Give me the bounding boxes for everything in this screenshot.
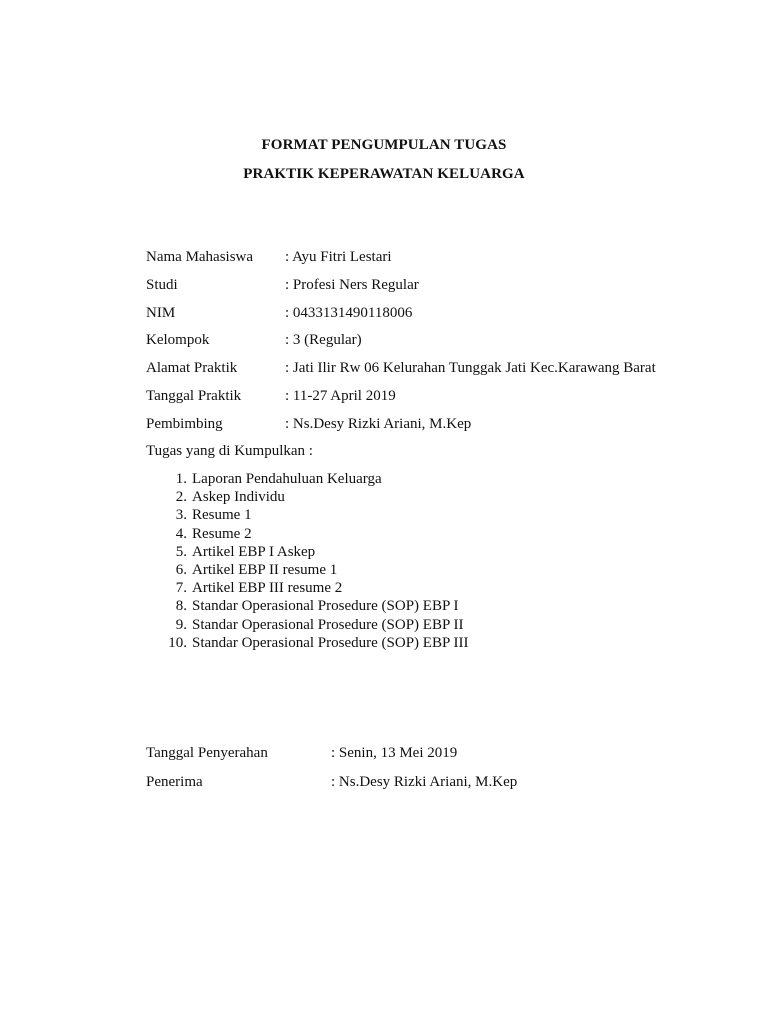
list-text: Standar Operasional Prosedure (SOP) EBP I xyxy=(192,598,459,615)
list-number: 2. xyxy=(175,489,187,506)
list-text: Resume 1 xyxy=(192,507,252,524)
field-label: Kelompok xyxy=(146,332,210,348)
list-number: 4. xyxy=(175,525,187,542)
field-value: : Senin, 13 Mei 2019 xyxy=(331,745,458,761)
field-value: : Jati Ilir Rw 06 Kelurahan Tunggak Jati Kec.Karawang Barat xyxy=(285,360,656,376)
field-value: : 0433131490118006 xyxy=(285,305,413,321)
list-text: Askep Individu xyxy=(192,489,285,506)
field-label: Studi xyxy=(146,277,178,293)
list-text: Standar Operasional Prosedure (SOP) EBP III xyxy=(192,634,469,651)
field-label: Nama Mahasiswa xyxy=(146,249,254,265)
field-label: Tanggal Praktik xyxy=(146,388,242,404)
list-text: Resume 2 xyxy=(192,525,252,542)
list-number: 8. xyxy=(175,598,187,615)
list-number: 10. xyxy=(168,634,187,651)
tasks-heading: Tugas yang di Kumpulkan : xyxy=(146,443,313,459)
field-value: : 11-27 April 2019 xyxy=(285,388,396,404)
field-label: Penerima xyxy=(146,774,203,790)
list-number: 7. xyxy=(175,580,187,597)
list-text: Artikel EBP III resume 2 xyxy=(192,580,343,597)
field-label: NIM xyxy=(146,305,176,321)
field-label: Tanggal Penyerahan xyxy=(146,745,268,761)
field-value: : Ns.Desy Rizki Ariani, M.Kep xyxy=(331,774,518,790)
field-value: : Profesi Ners Regular xyxy=(285,277,419,293)
field-value: : 3 (Regular) xyxy=(285,332,362,348)
field-value: : Ayu Fitri Lestari xyxy=(285,249,392,265)
document-title: FORMAT PENGUMPULAN TUGAS xyxy=(261,137,507,153)
list-number: 3. xyxy=(175,507,187,524)
field-label: Pembimbing xyxy=(146,416,223,432)
list-text: Laporan Pendahuluan Keluarga xyxy=(192,471,382,487)
list-number: 6. xyxy=(175,561,187,578)
list-text: Artikel EBP II resume 1 xyxy=(192,561,338,578)
field-label: Alamat Praktik xyxy=(146,360,238,376)
list-text: Standar Operasional Prosedure (SOP) EBP II xyxy=(192,616,464,633)
list-number: 1. xyxy=(175,471,187,487)
field-value: : Ns.Desy Rizki Ariani, M.Kep xyxy=(285,416,472,432)
document-subtitle: PRAKTIK KEPERAWATAN KELUARGA xyxy=(243,166,525,182)
list-text: Artikel EBP I Askep xyxy=(192,543,316,560)
list-number: 9. xyxy=(175,616,187,633)
list-number: 5. xyxy=(175,543,187,560)
